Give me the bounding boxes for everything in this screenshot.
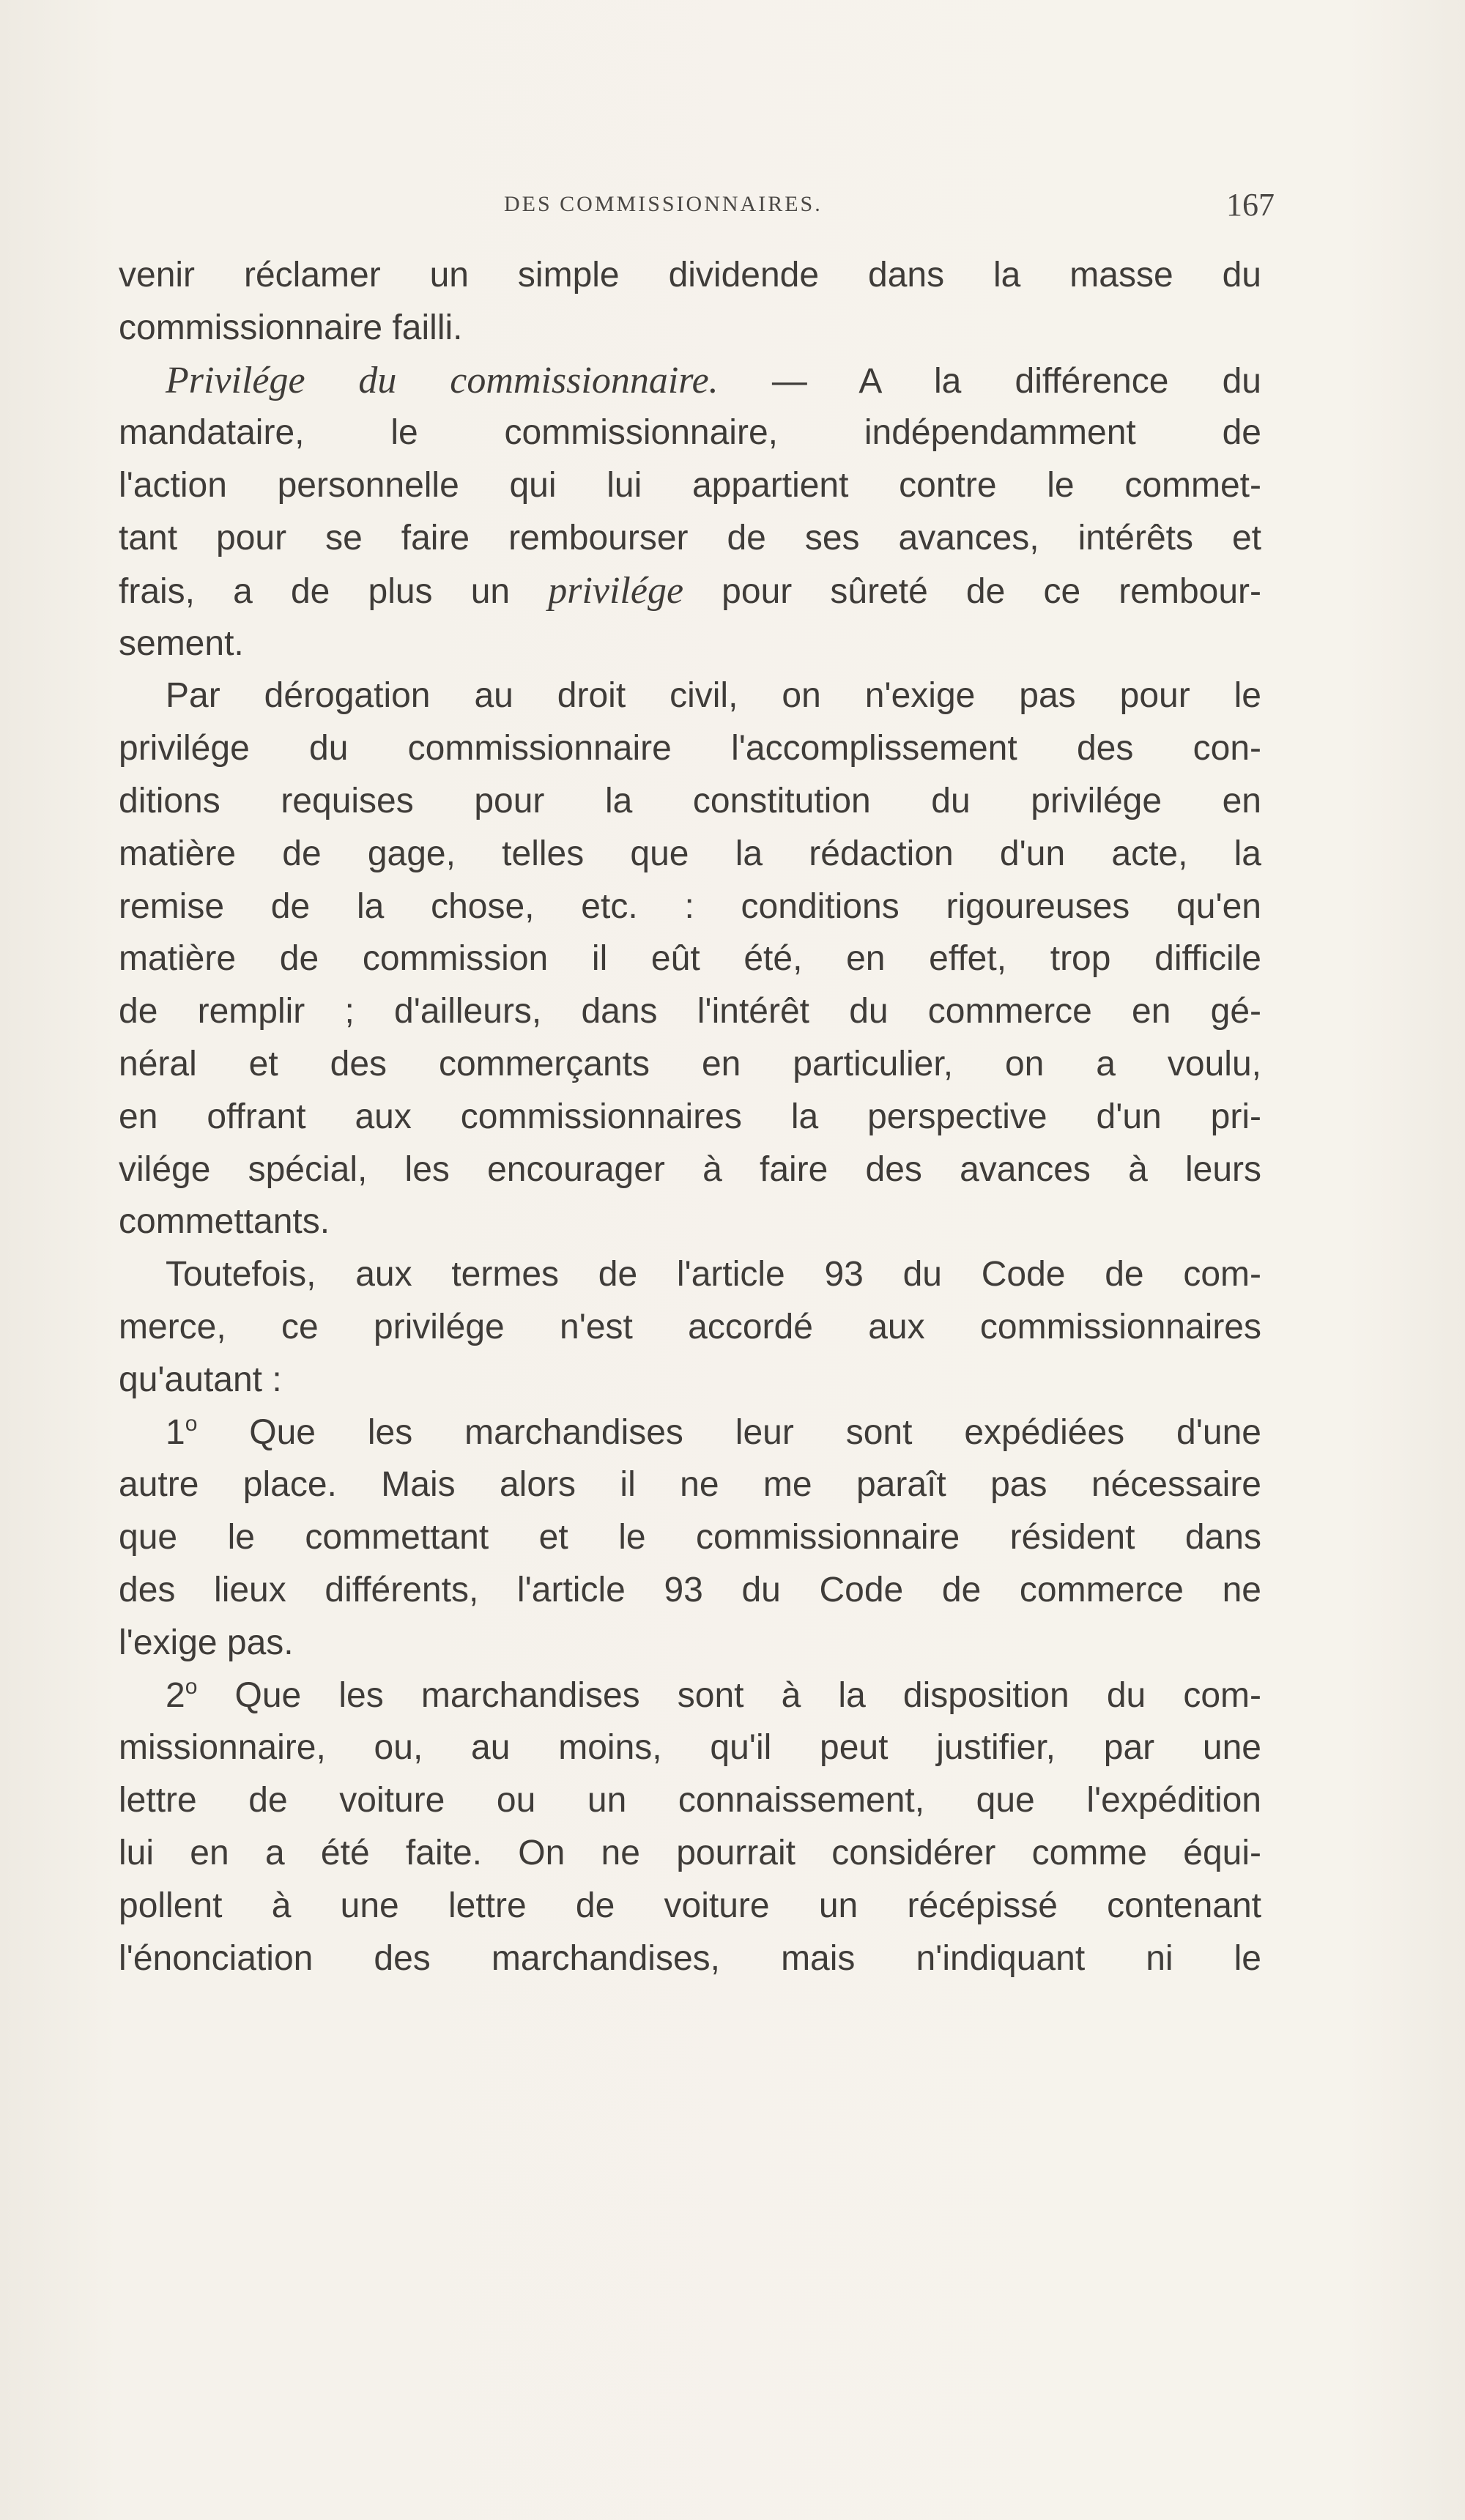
text-line: venir réclamer un simple dividende dans la masse du	[119, 256, 1261, 294]
text-line: 2$^o$ Que les marchandises sont à la disposition du com-	[166, 1674, 1261, 1715]
page-number: 167	[1226, 187, 1275, 223]
text-line: qu'autant :	[119, 1360, 282, 1399]
page-header	[117, 187, 1275, 229]
body-text	[119, 249, 1261, 1984]
text-line: merce, ce privilége n'est accordé aux commissionnaires	[119, 1307, 1261, 1346]
text-line: vilége spécial, les encourager à faire des avances à leurs	[119, 1149, 1261, 1189]
text-line: Par dérogation au droit civil, on n'exige pas pour le	[166, 676, 1261, 716]
text-line: privilége du commissionnaire l'accomplissement des con-	[119, 729, 1261, 768]
text-line: mandataire, le commissionnaire, indépendamment de	[119, 413, 1261, 453]
text-line: que le commettant et le commissionnaire résident dans	[119, 1518, 1261, 1557]
text-line: de remplir ; d'ailleurs, dans l'intérêt du commerce en gé-	[119, 992, 1261, 1031]
list-number: 2	[166, 1675, 185, 1715]
text-line: néral et des commerçants en particulier, on a voulu,	[119, 1044, 1261, 1083]
text-line: autre place. Mais alors il ne me paraît pas nécessaire	[119, 1465, 1261, 1505]
text-line: frais, a de plus un privilége pour sûreté de ce rembour-	[119, 569, 1261, 612]
text-line: commissionnaire failli.	[119, 308, 463, 347]
text-line: ditions requises pour la constitution du privilége en	[119, 781, 1261, 820]
text-line: l'énonciation des marchandises, mais n'indiquant ni le	[119, 1938, 1261, 1978]
text-line: missionnaire, ou, au moins, qu'il peut justifier, par une	[119, 1728, 1261, 1768]
emphasis: privilége	[548, 569, 684, 612]
text-line: tant pour se faire rembourser de ses avances, intérêts et	[119, 518, 1261, 557]
list-number: 1	[166, 1412, 185, 1452]
text-line: Toutefois, aux termes de l'article 93 du Code de com-	[166, 1255, 1261, 1294]
text-line: des lieux différents, l'article 93 du Code de commerce ne	[119, 1570, 1261, 1609]
text-line: pollent à une lettre de voiture un récépissé contenant	[119, 1886, 1261, 1925]
text-line: matière de gage, telles que la rédaction d'un acte, la	[119, 834, 1261, 873]
text-line: Privilége du commissionnaire. — A la différence du	[166, 359, 1262, 401]
text-line: l'action personnelle qui lui appartient contre le commet-	[119, 466, 1261, 505]
text-line: sement.	[119, 623, 244, 663]
text-line: commettants.	[119, 1202, 330, 1242]
text-line: lui en a été faite. On ne pourrait considérer comme équi-	[119, 1833, 1261, 1872]
text-line: remise de la chose, etc. : conditions rigoureuses qu'en	[119, 886, 1261, 926]
text-line: l'exige pas.	[119, 1623, 294, 1662]
running-title: DES COMMISSIONNAIRES.	[504, 192, 823, 216]
text-line: en offrant aux commissionnaires la perspective d'un pri-	[119, 1097, 1261, 1136]
text-line: 1$^o$ Que les marchandises leur sont expédiées d'une	[166, 1411, 1261, 1452]
section-heading: Privilége du commissionnaire.	[166, 359, 719, 401]
text-line: lettre de voiture ou un connaissement, que l'expédition	[119, 1781, 1261, 1820]
text-line: matière de commission il eût été, en effet, trop difficile	[119, 939, 1261, 979]
